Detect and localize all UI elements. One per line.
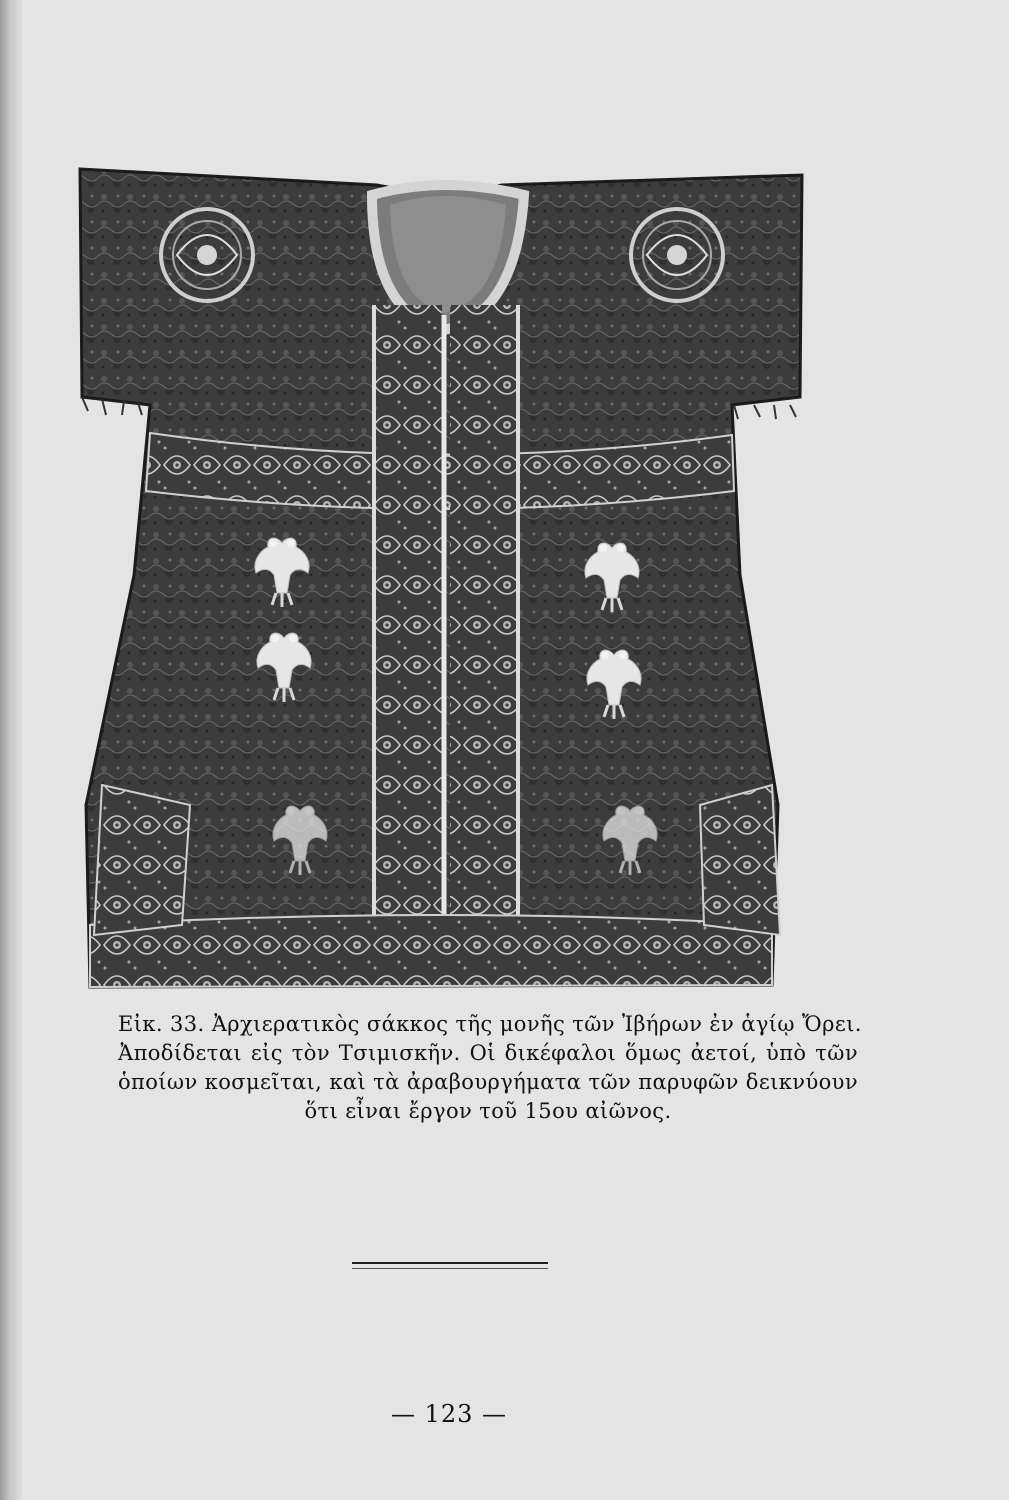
caption-line: Εἰκ. 33. Ἀρχιερατικὸς σάκκος τῆς μονῆς τῶν Ἰβήρων ἐν ἁγίῳ Ὄρει. [118, 1012, 862, 1036]
figure-caption [118, 1010, 862, 1126]
caption-line: ὁποίων κοσμεῖται, καὶ τὰ ἀραβουργήματα τῶν παρυφῶν δεικνύουν [118, 1070, 858, 1094]
vestment-photograph [72, 165, 812, 997]
sakkos-illustration [72, 165, 812, 997]
page-number: — 123 — [390, 1400, 508, 1428]
section-divider [352, 1262, 548, 1269]
page-binding-edge [0, 0, 22, 1500]
caption-line: ὅτι εἶναι ἔργον τοῦ 15ου αἰῶνος. [304, 1099, 672, 1123]
caption-line: Ἀποδίδεται εἰς τὸν Τσιμισκῆν. Οἱ δικέφαλοι ὅμως ἀετοί, ὑπὸ τῶν [118, 1041, 858, 1065]
